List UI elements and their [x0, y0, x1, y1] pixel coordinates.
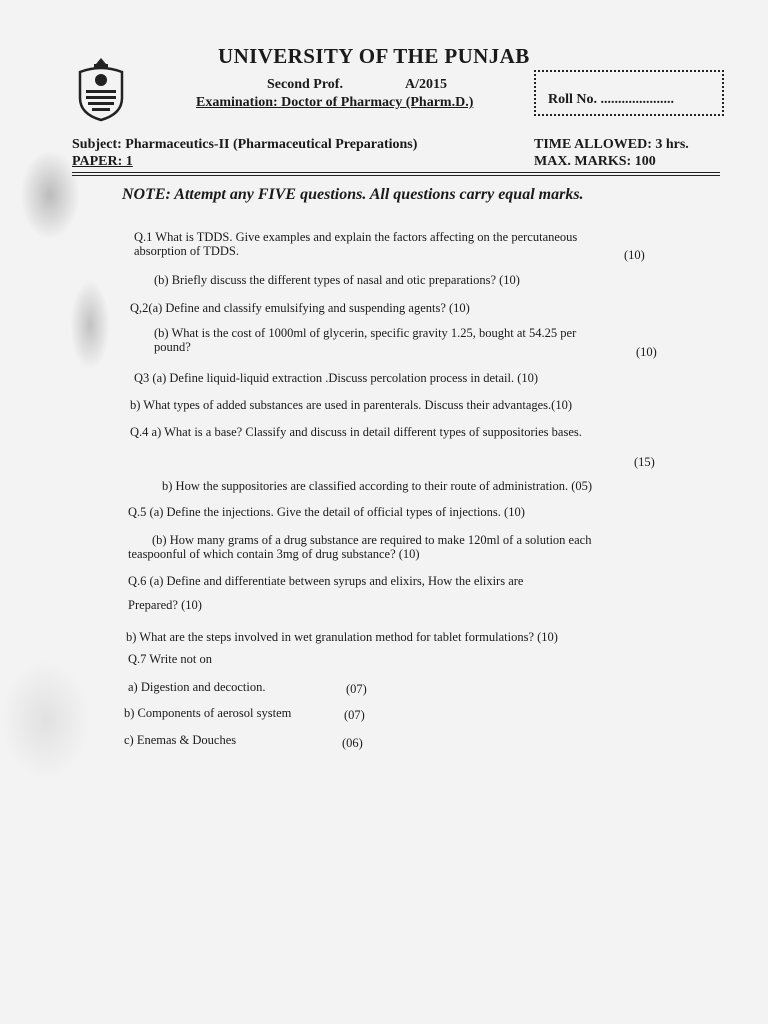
- marks-7a: (07): [346, 682, 367, 696]
- question-2a: Q,2(a) Define and classify emulsifying and suspending agents? (10): [130, 301, 470, 315]
- marks-4a: (15): [634, 455, 655, 469]
- university-title: UNIVERSITY OF THE PUNJAB: [218, 44, 530, 68]
- question-6a-cont: Prepared? (10): [128, 598, 202, 612]
- question-7a: a) Digestion and decoction.: [128, 680, 266, 694]
- question-5b-cont: teaspoonful of which contain 3mg of drug substance? (10): [128, 547, 420, 561]
- scan-smudge: [20, 150, 80, 240]
- marks-7c: (06): [342, 736, 363, 750]
- scan-smudge: [0, 660, 90, 780]
- question-2b-cont: pound?: [154, 340, 191, 354]
- divider: [72, 172, 720, 173]
- question-5b: (b) How many grams of a drug substance are required to make 120ml of a solution each: [152, 533, 592, 547]
- marks-2b: (10): [636, 345, 657, 359]
- question-7c: c) Enemas & Douches: [124, 733, 237, 747]
- question-3a: Q3 (a) Define liquid-liquid extraction .Discuss percolation process in detail. (10): [134, 371, 539, 385]
- question-1a-cont: absorption of TDDS.: [134, 244, 239, 258]
- marks-1a: (10): [624, 248, 645, 262]
- question-1b: (b) Briefly discuss the different types of nasal and otic preparations? (10): [154, 273, 520, 287]
- examination-title: Examination: Doctor of Pharmacy (Pharm.D.): [196, 95, 474, 110]
- marks-7b: (07): [344, 708, 365, 722]
- university-crest-icon: [74, 56, 128, 122]
- max-marks: MAX. MARKS: 100: [534, 154, 656, 169]
- question-4b: b) How the suppositories are classified according to their route of administration. (05): [162, 479, 593, 493]
- question-2b: (b) What is the cost of 1000ml of glycerin, specific gravity 1.25, bought at 54.25 per: [154, 326, 577, 340]
- prof-label: Second Prof.: [267, 77, 343, 92]
- question-5a: Q.5 (a) Define the injections. Give the detail of official types of injections. (10): [128, 505, 525, 519]
- question-1a: Q.1 What is TDDS. Give examples and explain the factors affecting on the percutaneous: [134, 230, 578, 244]
- question-7: Q.7 Write not on: [128, 652, 212, 666]
- divider: [72, 175, 720, 176]
- roll-number-field: Roll No. .....................: [548, 92, 674, 107]
- paper-label: PAPER: 1: [72, 154, 133, 169]
- time-allowed: TIME ALLOWED: 3 hrs.: [534, 137, 689, 152]
- question-6b: b) What are the steps involved in wet granulation method for tablet formulations? (10): [126, 630, 558, 644]
- question-6a: Q.6 (a) Define and differentiate between syrups and elixirs, How the elixirs are: [128, 574, 524, 588]
- subject-label: Subject: Pharmaceutics-II (Pharmaceutical Preparations): [72, 137, 418, 152]
- question-3b: b) What types of added substances are used in parenterals. Discuss their advantages.(10): [130, 398, 572, 412]
- roll-number-box: [534, 70, 724, 116]
- question-4a: Q.4 a) What is a base? Classify and discuss in detail different types of suppositories bases.: [130, 425, 582, 439]
- session-label: A/2015: [405, 77, 447, 92]
- question-7b: b) Components of aerosol system: [124, 706, 292, 720]
- scan-smudge: [70, 280, 110, 370]
- instructions-note: NOTE: Attempt any FIVE questions. All questions carry equal marks.: [122, 186, 584, 203]
